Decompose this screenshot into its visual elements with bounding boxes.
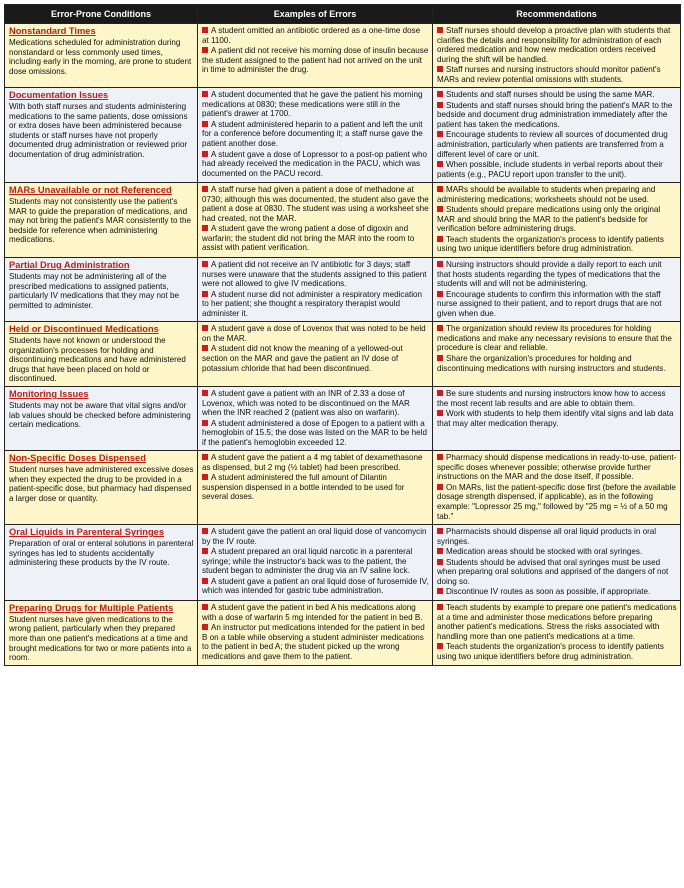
- condition-description: With both staff nurses and students administering medications to the same patients, dose omissions or extra doses have been administered because students or staff nurses have not properly documented drug administration or reviewed prior documentation of drug administration.: [9, 102, 188, 159]
- example-text: A student gave the patient in bed A his medications along with a dose of warfarin 5 mg intended for the patient in bed B.: [202, 602, 423, 622]
- example-cell: [198, 600, 433, 665]
- recommendation-cell: [433, 525, 681, 601]
- example-item: [202, 547, 429, 576]
- example-item: [202, 260, 429, 289]
- recommendation-item: [437, 642, 677, 661]
- recommendation-text: When possible, include students in verbal reports about their patients (e.g., PACU report upon transfer to the unit).: [437, 160, 663, 179]
- example-text: A student did not know the meaning of a yellowed-out section on the MAR and gave the patient an IV dose of potassium chloride that had been discontinued.: [202, 344, 403, 373]
- example-text: An instructor put medications intended for the patient in bed B on a table while observing a student administer medications to the patient in bed A; the student picked up the wrong medications and gave them to the patient.: [202, 623, 425, 661]
- condition-cell: [5, 322, 198, 387]
- red-square-bullet-icon: [437, 131, 443, 137]
- red-square-bullet-icon: [437, 355, 443, 361]
- red-square-bullet-icon: [437, 643, 443, 649]
- red-square-bullet-icon: [202, 420, 208, 426]
- condition-description: Preparation of oral or enteral solutions in parenteral syringes has led to students accidentally administering these products by the IV route.: [9, 539, 194, 568]
- example-item: [202, 344, 429, 373]
- example-text: A student gave a patient with an INR of 2.33 a dose of Lovenox, which was noted to be discontinued on the MAR when the INR reached 2 (patient was also on warfarin).: [202, 389, 410, 418]
- example-item: [202, 46, 429, 75]
- red-square-bullet-icon: [202, 390, 208, 396]
- condition-description: Students may not be administering all of the prescribed medications to assigned patients, particularly IV medications that they may not be permitted to administer.: [9, 272, 180, 310]
- red-square-bullet-icon: [437, 102, 443, 108]
- recommendation-item: [437, 483, 677, 521]
- recommendation-text: Work with students to help them identify vital signs and lab data that may alter medication therapy.: [437, 409, 674, 428]
- condition-cell: [5, 600, 198, 665]
- condition-title: Documentation Issues: [9, 90, 109, 101]
- header-examples: Examples of Errors: [198, 5, 433, 24]
- red-square-bullet-icon: [202, 121, 208, 127]
- red-square-bullet-icon: [202, 186, 208, 192]
- recommendation-item: [437, 101, 677, 130]
- red-square-bullet-icon: [437, 559, 443, 565]
- red-square-bullet-icon: [437, 186, 443, 192]
- condition-description: Student nurses have administered excessive doses when they expected the drug to be provided in a patient-specific dose, but pharmacy had dispensed a larger dose or quantity.: [9, 465, 194, 503]
- recommendation-item: [437, 547, 677, 557]
- recommendation-item: [437, 324, 677, 353]
- example-cell: [198, 525, 433, 601]
- red-square-bullet-icon: [202, 604, 208, 610]
- red-square-bullet-icon: [202, 325, 208, 331]
- condition-title: Non-Specific Doses Dispensed: [9, 453, 146, 464]
- condition-description: Students have not known or understood the organization's processes for holding and discontinuing medications and have administered drugs that have been placed on hold or discontinued.: [9, 336, 186, 384]
- example-cell: [198, 451, 433, 525]
- table-row: [5, 88, 681, 183]
- red-square-bullet-icon: [202, 47, 208, 53]
- example-item: [202, 150, 429, 179]
- red-square-bullet-icon: [437, 91, 443, 97]
- recommendation-item: [437, 90, 677, 100]
- recommendation-cell: [433, 600, 681, 665]
- error-prone-conditions-table: [4, 4, 681, 666]
- condition-title: Oral Liquids in Parenteral Syringes: [9, 527, 164, 538]
- example-text: A student omitted an antibiotic ordered as a one-time dose at 1100.: [202, 26, 421, 45]
- red-square-bullet-icon: [437, 161, 443, 167]
- recommendation-text: Students should be advised that oral syringes must be used when preparing oral solutions and apprised of the dangers of not doing so.: [437, 557, 669, 586]
- recommendation-item: [437, 389, 677, 408]
- example-text: A student gave a patient an oral liquid dose of furosemide IV, which was intended for gastric tube administration.: [202, 576, 429, 596]
- error-prone-conditions-table-container: [4, 4, 680, 666]
- example-text: A student administered a dose of Epogen to a patient with a hemoglobin of 15.5; the dose was listed on the MAR to be held if the patient's hemoglobin exceeded 12.: [202, 418, 427, 447]
- example-cell: [198, 322, 433, 387]
- recommendation-item: [437, 205, 677, 234]
- recommendation-text: The organization should review its procedures for holding medications and make any necessary revisions to ensure that the procedure is clear and reliable.: [437, 324, 672, 353]
- condition-cell: [5, 88, 198, 183]
- red-square-bullet-icon: [437, 604, 443, 610]
- red-square-bullet-icon: [202, 261, 208, 267]
- example-item: [202, 389, 429, 418]
- red-square-bullet-icon: [437, 410, 443, 416]
- table-header-row: [5, 5, 681, 24]
- example-item: [202, 290, 429, 319]
- recommendation-item: [437, 527, 677, 546]
- condition-title: Partial Drug Administration: [9, 260, 130, 271]
- red-square-bullet-icon: [437, 27, 443, 33]
- recommendation-text: Teach students the organization's process to identify patients using two unique identifiers before drug administration.: [437, 642, 664, 661]
- red-square-bullet-icon: [437, 206, 443, 212]
- example-item: [202, 185, 429, 223]
- example-item: [202, 623, 429, 661]
- example-item: [202, 224, 429, 253]
- table-row: [5, 183, 681, 258]
- condition-title: MARs Unavailable or not Referenced: [9, 185, 172, 196]
- recommendation-item: [437, 290, 677, 319]
- red-square-bullet-icon: [437, 390, 443, 396]
- example-text: A student gave the wrong patient a dose of digoxin and warfarin; the student did not bring the MAR into the room to assist with patient verification.: [202, 224, 415, 253]
- red-square-bullet-icon: [202, 474, 208, 480]
- condition-cell: [5, 525, 198, 601]
- recommendation-text: Be sure students and nursing instructors know how to access the most recent lab results and are able to obtain them.: [437, 389, 666, 408]
- example-item: [202, 324, 429, 343]
- recommendation-text: MARs should be available to students when preparing and administering medications; worksheets should not be used.: [437, 185, 656, 204]
- recommendation-text: Share the organization's procedures for holding and discontinuing medications with nursing instructors and students.: [437, 353, 666, 373]
- condition-cell: [5, 258, 198, 322]
- red-square-bullet-icon: [202, 548, 208, 554]
- red-square-bullet-icon: [202, 528, 208, 534]
- example-text: A student gave the patient an oral liquid dose of vancomycin by the IV route.: [202, 527, 427, 546]
- red-square-bullet-icon: [437, 528, 443, 534]
- example-text: A patient did not receive his morning dose of insulin because the student assigned to the patient had not arrived on the unit in time to administer the drug.: [202, 46, 429, 75]
- recommendation-cell: [433, 183, 681, 258]
- example-item: [202, 90, 429, 119]
- condition-description: Medications scheduled for administration during nonstandard or less commonly used times, including early in the morning, are prone to student dose omissions.: [9, 37, 192, 76]
- table-row: [5, 258, 681, 322]
- example-text: A student prepared an oral liquid narcotic in a parenteral syringe; while the instructor's back was to the patient, the student began to administer the drug via an IV saline lock.: [202, 547, 413, 576]
- example-item: [202, 603, 429, 622]
- table-row: [5, 387, 681, 451]
- red-square-bullet-icon: [202, 225, 208, 231]
- condition-cell: [5, 451, 198, 525]
- example-text: A patient did not receive an IV antibiotic for 3 days; staff nurses were unaware that the students assigned to this patient were not allowed to give IV medications.: [202, 260, 427, 289]
- red-square-bullet-icon: [202, 27, 208, 33]
- example-cell: [198, 24, 433, 88]
- condition-title: Preparing Drugs for Multiple Patients: [9, 602, 174, 613]
- recommendation-item: [437, 260, 677, 289]
- red-square-bullet-icon: [202, 91, 208, 97]
- recommendation-cell: [433, 451, 681, 525]
- red-square-bullet-icon: [437, 291, 443, 297]
- recommendation-item: [437, 185, 677, 204]
- example-text: A student administered the full amount of Dilantin suspension dispensed in a bottle intended to be used for several doses.: [202, 473, 405, 502]
- condition-cell: [5, 24, 198, 88]
- red-square-bullet-icon: [437, 588, 443, 594]
- example-text: A student gave the patient a 4 mg tablet of dexamethasone as dispensed, but 2 mg (½ tablet) had been prescribed.: [202, 453, 423, 472]
- example-item: [202, 473, 429, 502]
- example-text: A student gave a dose of Lovenox that was noted to be held on the MAR.: [202, 324, 426, 343]
- recommendation-text: Pharmacists should dispense all oral liquid products in oral syringes.: [437, 527, 657, 546]
- condition-description: Students may not consistently use the patient's MAR to guide the preparation of medications, and may not bring the patient's MAR consistently to the bedside for reference when administering medications.: [9, 197, 191, 245]
- example-item: [202, 527, 429, 546]
- table-row: [5, 525, 681, 601]
- recommendation-text: Discontinue IV routes as soon as possible, if appropriate.: [446, 587, 651, 597]
- recommendation-text: Pharmacy should dispense medications in ready-to-use, patient-specific doses whenever possible; otherwise provide further instructions on the MAR and the dose itself, if possible.: [437, 453, 677, 482]
- recommendation-item: [437, 65, 677, 84]
- example-cell: [198, 88, 433, 183]
- table-body: [5, 24, 681, 666]
- condition-title: Held or Discontinued Medications: [9, 324, 159, 335]
- table-row: [5, 322, 681, 387]
- example-text: A student nurse did not administer a respiratory medication to her patient; she thought a respiratory therapist would administer it.: [202, 289, 422, 318]
- condition-cell: [5, 387, 198, 451]
- recommendation-item: [437, 160, 677, 179]
- red-square-bullet-icon: [202, 454, 208, 460]
- recommendation-cell: [433, 24, 681, 88]
- example-item: [202, 26, 429, 45]
- condition-title: Nonstandard Times: [9, 26, 96, 36]
- condition-cell: [5, 183, 198, 258]
- red-square-bullet-icon: [202, 151, 208, 157]
- red-square-bullet-icon: [437, 66, 443, 72]
- example-text: A student gave a dose of Lopressor to a post-op patient who had already received the medication in the PACU, which was documented on the PACU record.: [202, 149, 427, 178]
- recommendation-text: On MARs, list the patient-specific dose first (before the available dosage strength dispensed, if applicable), as in the following example: "Lopressor 25 mg," followed by "25 mg = ½ of a 50 mg tab.": [437, 482, 676, 521]
- recommendation-text: Students and staff nurses should be using the same MAR.: [446, 90, 655, 100]
- condition-description: Student nurses have given medications to the wrong patient, particularly when they prepared more than one patient's medications at a time and brought medications for two or more patients into a room.: [9, 614, 192, 663]
- example-text: A staff nurse had given a patient a dose of methadone at 0730; although this was documented, the student also gave the patient a dose at 0830. The student was using a worksheet she had created, not the MAR.: [202, 185, 429, 223]
- recommendation-cell: [433, 258, 681, 322]
- recommendation-text: Encourage students to confirm this information with the staff nurse assigned to their patient, and to report drugs that are not given when due.: [437, 289, 662, 318]
- example-text: A student administered heparin to a patient and left the unit for a conference before documenting it; a staff nurse gave the patient another dose.: [202, 119, 423, 149]
- table-row: [5, 600, 681, 665]
- condition-title: Monitoring Issues: [9, 389, 89, 400]
- recommendation-cell: [433, 387, 681, 451]
- recommendation-cell: [433, 88, 681, 183]
- red-square-bullet-icon: [437, 484, 443, 490]
- recommendation-item: [437, 130, 677, 159]
- recommendation-text: Teach students by example to prepare one patient's medications at a time and administer those medications before preparing another patient's medications. Stress the risks associated with handling more than one patient's medications at a time.: [437, 602, 677, 641]
- example-item: [202, 120, 429, 149]
- recommendation-text: Staff nurses should develop a proactive plan with students that clarifies the details and responsibility for administration of each ordered medication and how new medication orders received during the shift will be handled.: [437, 26, 671, 64]
- example-item: [202, 453, 429, 472]
- red-square-bullet-icon: [437, 454, 443, 460]
- recommendation-text: Students and staff nurses should bring the patient's MAR to the bedside and document drug administration immediately after the patient has taken the medications.: [437, 100, 673, 129]
- recommendation-text: Encourage students to review all sources of documented drug administration, particularly when patients are transferred from a different level of care or unit.: [437, 130, 668, 159]
- header-recommendations: Recommendations: [433, 5, 681, 24]
- example-cell: [198, 387, 433, 451]
- recommendation-item: [437, 587, 677, 597]
- recommendation-text: Nursing instructors should provide a daily report to each unit that hosts students regarding the types of medications that the students will and will not be administering.: [437, 260, 662, 289]
- red-square-bullet-icon: [437, 261, 443, 267]
- red-square-bullet-icon: [202, 624, 208, 630]
- red-square-bullet-icon: [437, 236, 443, 242]
- recommendation-item: [437, 354, 677, 373]
- condition-description: Students may not be aware that vital signs and/or lab values should be checked before administering certain medications.: [9, 400, 191, 430]
- recommendation-item: [437, 453, 677, 482]
- red-square-bullet-icon: [202, 578, 208, 584]
- recommendation-item: [437, 235, 677, 254]
- table-row: [5, 451, 681, 525]
- recommendation-text: Teach students the organization's process to identify patients using two unique identifiers before drug administration.: [437, 234, 664, 254]
- recommendation-text: Students should prepare medications using only the original MAR and should bring the MAR to the patient's bedside for verification before administering drugs.: [437, 205, 661, 234]
- red-square-bullet-icon: [202, 345, 208, 351]
- red-square-bullet-icon: [437, 548, 443, 554]
- table-row: [5, 24, 681, 88]
- red-square-bullet-icon: [202, 291, 208, 297]
- recommendation-text: Medication areas should be stocked with oral syringes.: [446, 547, 643, 557]
- header-conditions: Error-Prone Conditions: [5, 5, 198, 24]
- recommendation-text: Staff nurses and nursing instructors should monitor patient's MARs and review potential omissions with students.: [437, 65, 661, 84]
- recommendation-item: [437, 558, 677, 587]
- example-cell: [198, 258, 433, 322]
- example-item: [202, 419, 429, 448]
- example-item: [202, 577, 429, 596]
- recommendation-item: [437, 26, 677, 64]
- recommendation-item: [437, 603, 677, 641]
- recommendation-item: [437, 409, 677, 428]
- example-cell: [198, 183, 433, 258]
- example-text: A student documented that he gave the patient his morning medications at 0830; these medications were still in the patient's drawer at 1700.: [202, 90, 423, 119]
- recommendation-cell: [433, 322, 681, 387]
- red-square-bullet-icon: [437, 325, 443, 331]
